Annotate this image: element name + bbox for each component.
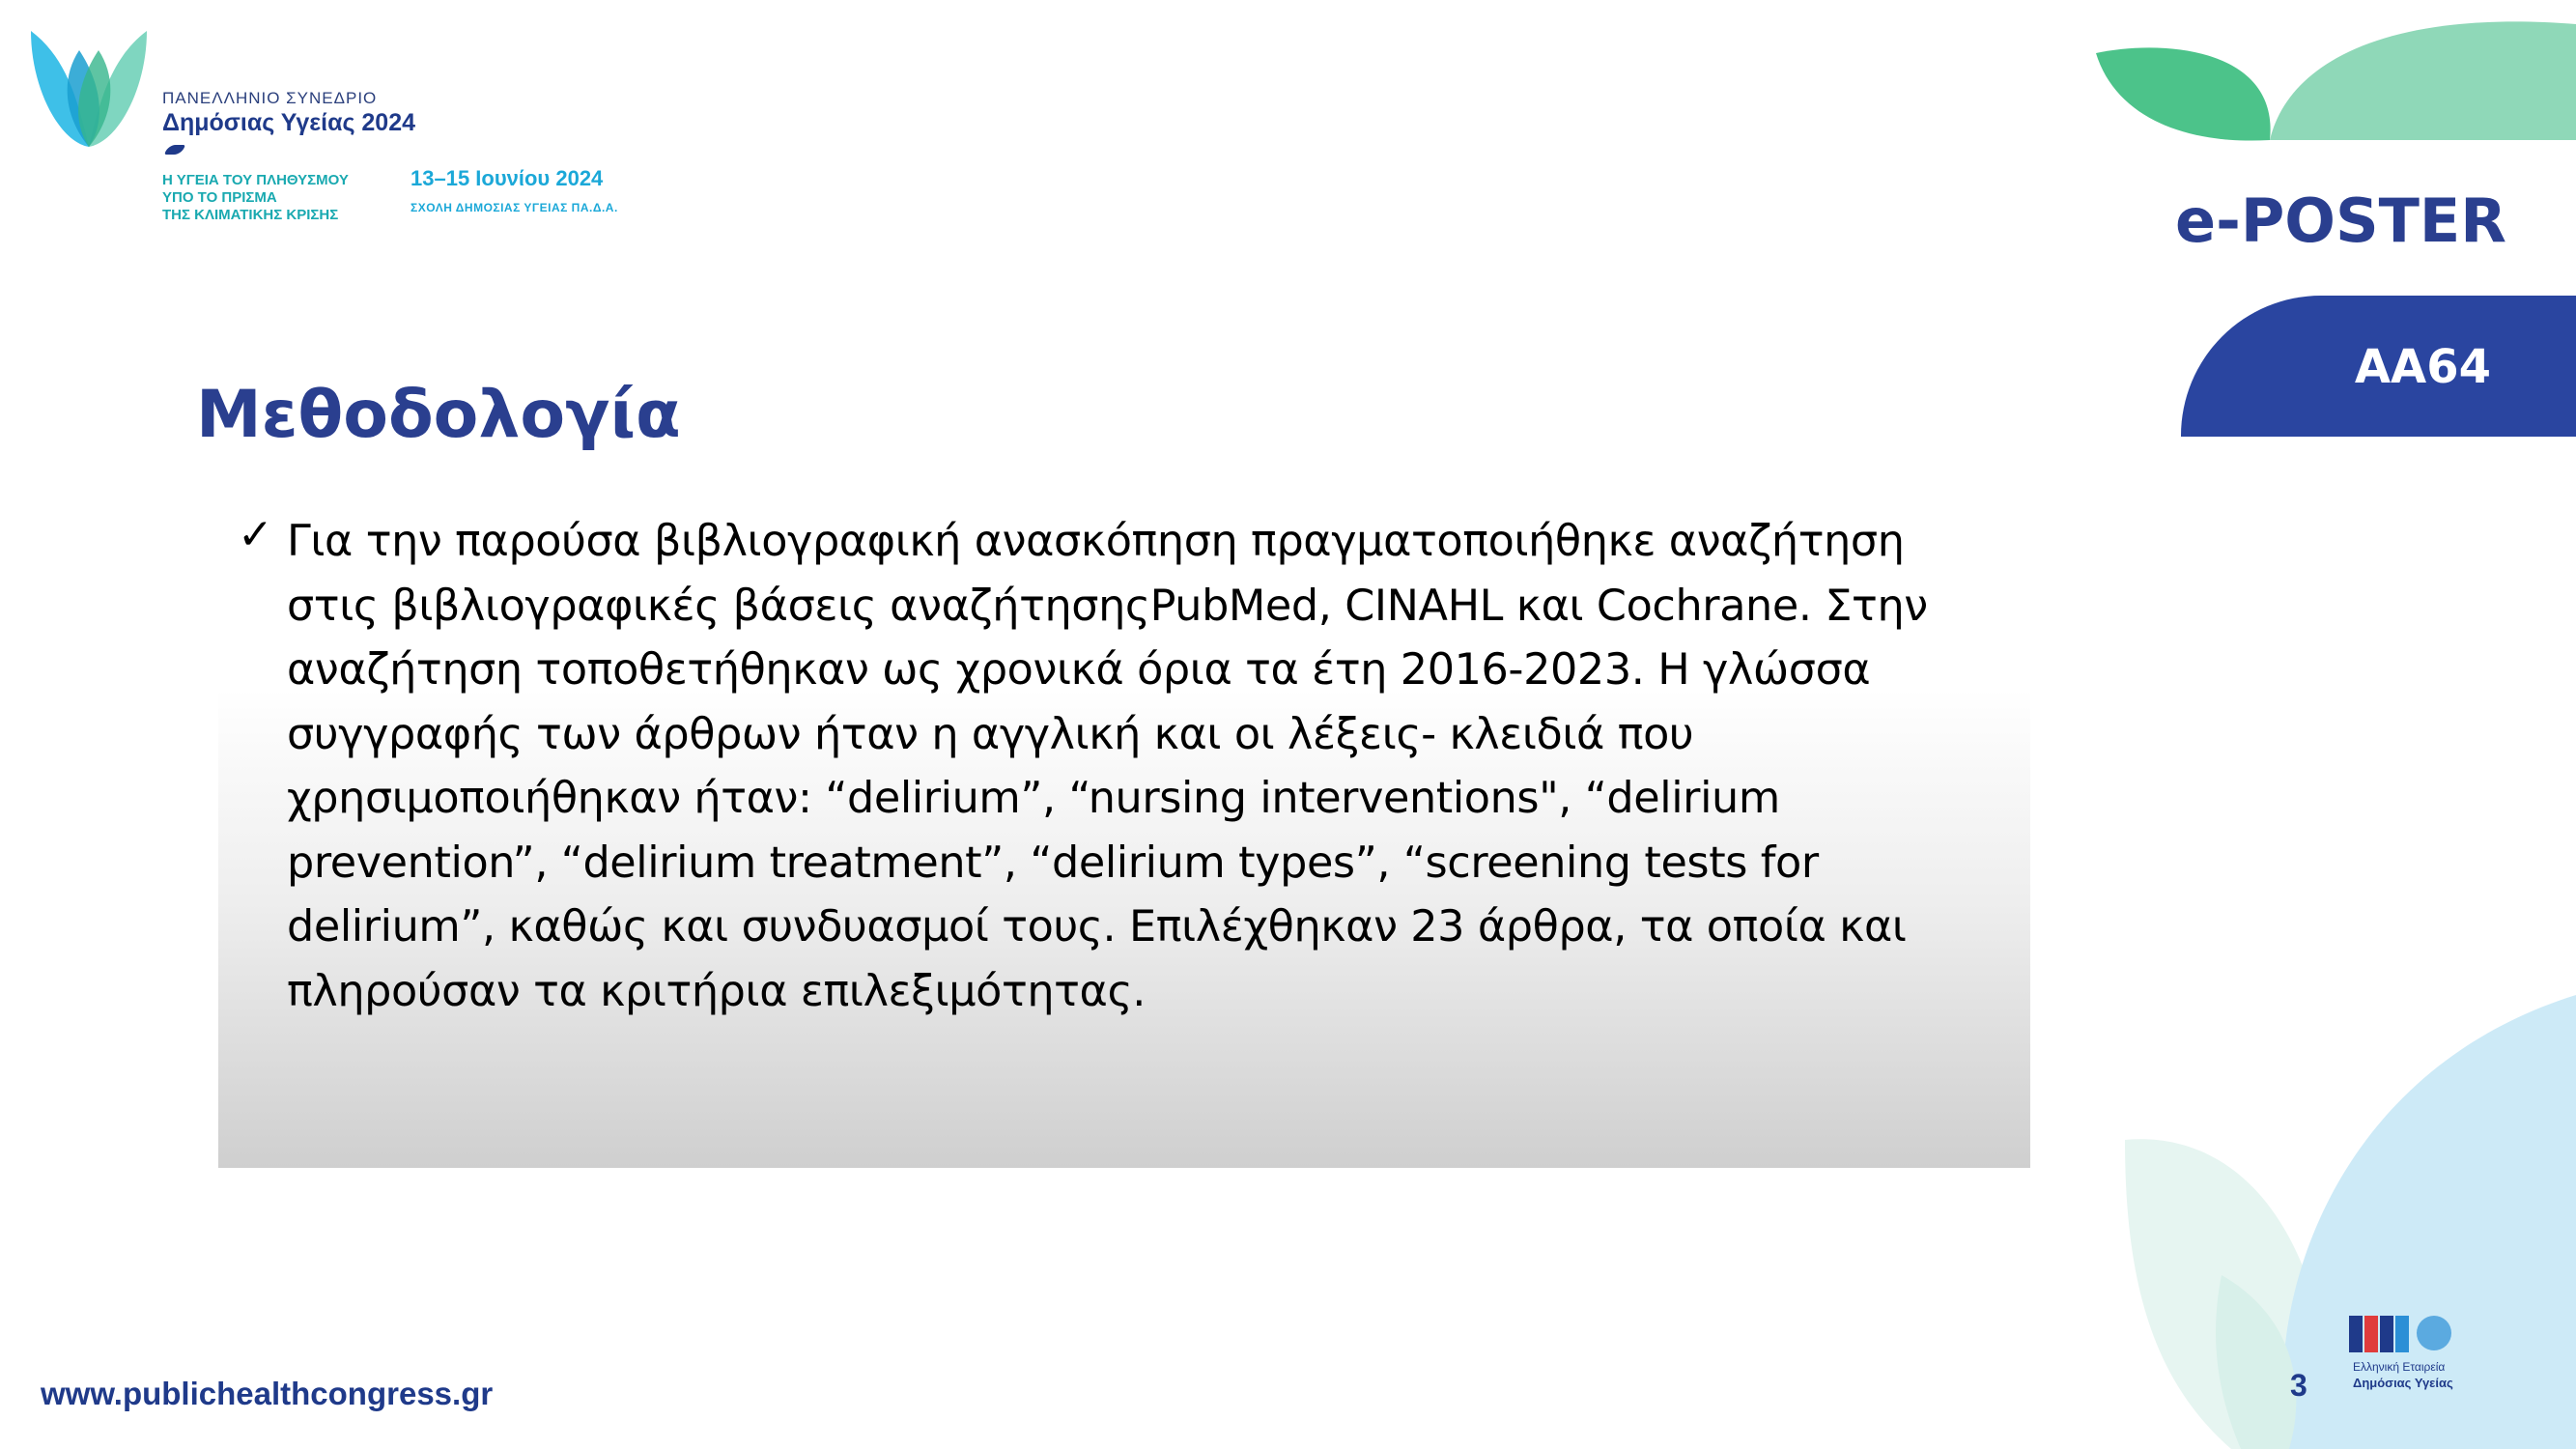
text-line: Για την παρούσα βιβλιογραφική ανασκόπηση πραγματοποιήθηκε αναζήτηση (287, 517, 1905, 566)
logo-dash-mark (164, 145, 185, 155)
congress-venue: ΣΧΟΛΗ ΔΗΜΟΣΙΑΣ ΥΓΕΙΑΣ ΠΑ.Δ.Α. (410, 201, 618, 214)
text-line: αναζήτηση τοποθετήθηκαν ως χρονικά όρια τα έτη 2016-2023. Η γλώσσα (287, 645, 1871, 695)
congress-name-line2: Δημόσιας Υγείας 2024 (162, 109, 416, 136)
congress-name-line1: ΠΑΝΕΛΛΗΝΙΟ ΣΥΝΕΔΡΙΟ (162, 89, 378, 107)
section-title: Μεθοδολογία (196, 377, 681, 453)
decorative-leaves-icon (2086, 19, 2576, 155)
congress-theme-line: ΥΠΟ ΤΟ ΠΡΙΣΜΑ (162, 189, 277, 206)
congress-logo-icon (21, 21, 156, 152)
society-name-line1: Ελληνική Εταιρεία (2353, 1360, 2446, 1374)
congress-theme-line: Η ΥΓΕΙΑ ΤΟΥ ΠΛΗΘΥΣΜΟΥ (162, 172, 349, 188)
check-icon: ✓ (238, 510, 273, 559)
society-logo (2347, 1310, 2463, 1397)
poster-code: ΑΑ64 (2354, 340, 2491, 394)
text-line: χρησιμοποιήθηκαν ήταν: “delirium”, “nursing interventions", “delirium (287, 774, 1780, 823)
text-line: πληρούσαν τα κριτήρια επιλεξιμότητας. (287, 966, 1146, 1016)
text-line: delirium”, καθώς και συνδυασμοί τους. Επιλέχθηκαν 23 άρθρα, τα οποία και (287, 902, 1907, 952)
congress-dates: 13–15 Ιουνίου 2024 (410, 166, 604, 190)
text-line: prevention”, “delirium treatment”, “delirium types”, “screening tests for (287, 838, 1819, 888)
website-link[interactable]: www.publichealthcongress.gr (41, 1376, 494, 1411)
text-line: στις βιβλιογραφικές βάσεις αναζήτησηςPubMed, CINAHL και Cochrane. Στην (287, 581, 1928, 631)
congress-theme (162, 172, 349, 224)
decorative-leaves-bottom-icon (2115, 995, 2576, 1449)
society-logo-icon (2347, 1310, 2461, 1358)
text-line: συγγραφής των άρθρων ήταν η αγγλική και οι λέξεις- κλειδιά που (287, 709, 1694, 759)
society-name-line2: Δημόσιας Υγείας (2353, 1376, 2453, 1390)
congress-theme-line: ΤΗΣ ΚΛΙΜΑΤΙΚΗΣ ΚΡΙΣΗΣ (162, 207, 339, 223)
eposter-label: e-POSTER (2175, 185, 2506, 256)
page-number: 3 (2290, 1368, 2307, 1403)
methodology-text (287, 510, 2006, 1024)
